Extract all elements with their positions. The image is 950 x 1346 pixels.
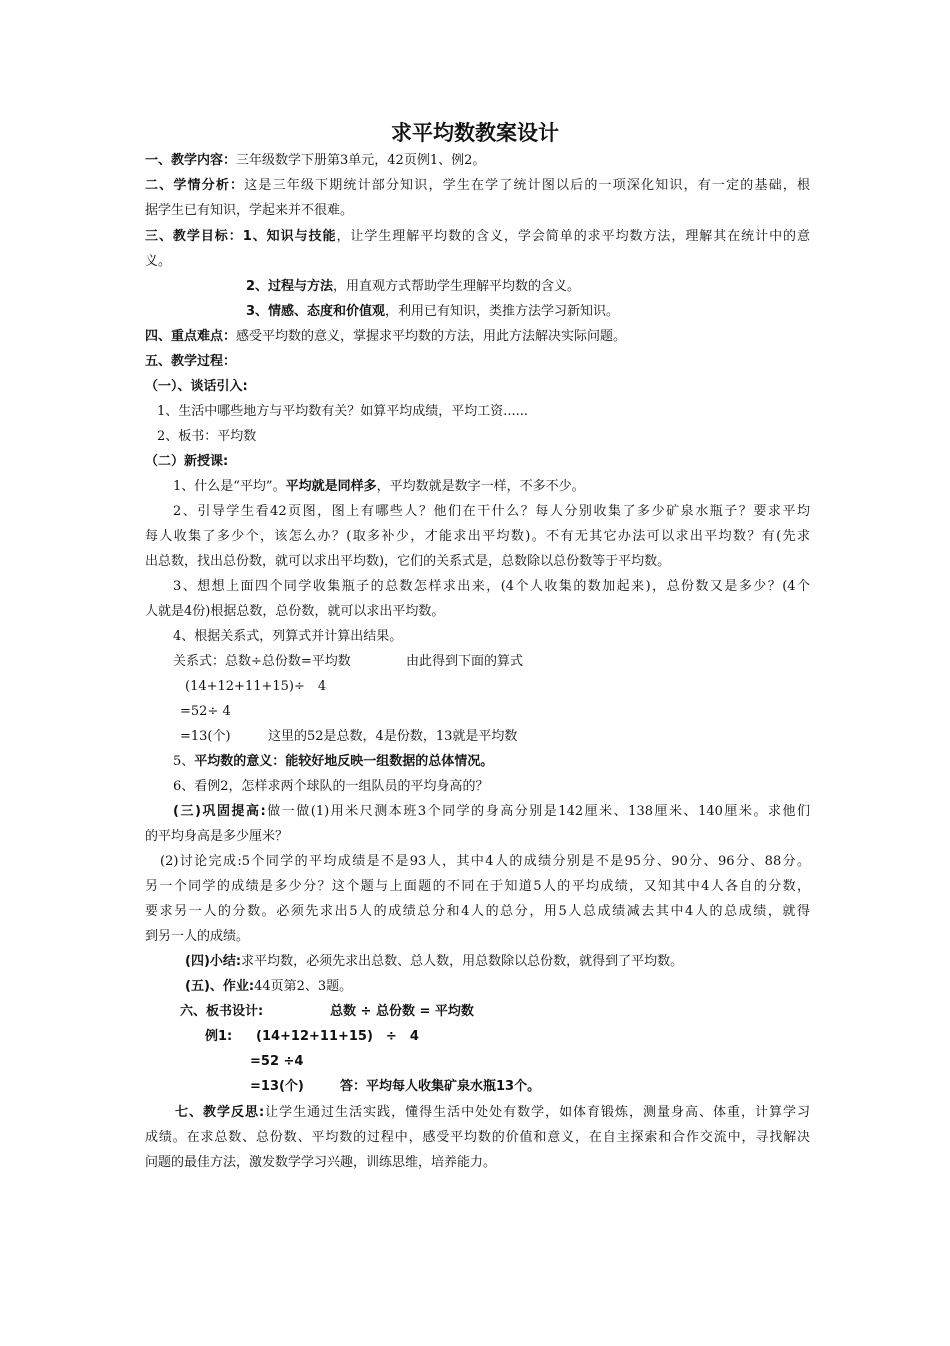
- board-answer: 答：平均每人收集矿泉水瓶13个。: [340, 1079, 541, 1094]
- calc-note: 这里的52是总数，4是份数，13就是平均数: [268, 729, 518, 744]
- section-learner-analysis: [145, 173, 810, 199]
- reflection-text-cont: 成绩。在求总数、总份数、平均数的过程中，感受平均数的价值和意义，在自主探索和合作交流中，寻找解决: [145, 1130, 810, 1145]
- document-title: 求平均数教案设计: [391, 121, 559, 145]
- practice-task-2: (2)讨论完成:5个同学的平均成绩是不是93人，其中4人的成绩分别是不是95分、90分、96分、88分。: [160, 854, 811, 869]
- board-example-calc: (14+12+11+15) ÷ 4: [256, 1029, 419, 1044]
- practice-task-2-cont: 到另一人的成绩。: [145, 929, 250, 944]
- section-teaching-process-heading: 五、教学过程：: [145, 354, 237, 369]
- item-emphasis: 平均数的意义：能较好地反映一组数据的总体情况。: [194, 754, 494, 769]
- relation-note: 由此得到下面的算式: [406, 654, 524, 669]
- calc-step-3: =13(个): [180, 729, 231, 744]
- section-heading: 一、教学内容：: [145, 153, 237, 168]
- item-text: 1、什么是“平均”。: [173, 479, 286, 494]
- part-practice: [173, 799, 810, 825]
- practice-task-2-cont: 另一个同学的成绩是多少分？这个题与上面题的不同在于知道5人的平均成绩，又知其中4人各自的分数，: [145, 879, 810, 894]
- new-lesson-item-2: 2、引导学生看42页图，图上有哪些人？他们在干什么？每人分别收集了多少矿泉水瓶子？要求平均: [173, 504, 810, 519]
- goal-text: ，用直观方式帮助学生理解平均数的含义。: [333, 279, 581, 294]
- section-text: 感受平均数的意义，掌握求平均数的方法，用此方法解决实际问题。: [236, 329, 627, 344]
- practice-text: 做一做(1)用米尺测本班3个同学的身高分别是142厘米、138厘米、140厘米。求他们: [265, 804, 810, 819]
- new-lesson-item-1: [173, 474, 585, 500]
- section-text-continued: 据学生已有知识，学起来并不很难。: [145, 203, 354, 218]
- board-formula: 总数 ÷ 总份数 = 平均数: [330, 1004, 474, 1019]
- new-lesson-item-4: 4、根据关系式，列算式并计算出结果。: [173, 629, 403, 644]
- section-heading: 二、学情分析：: [145, 178, 245, 193]
- part-new-lesson-heading: （二）新授课:: [145, 454, 229, 469]
- goal-text: ，让学生理解平均数的含义，学会简单的求平均数方法，理解其在统计中的意: [336, 229, 810, 244]
- section-text: 这是三年级下期统计部分知识，学生在学了统计图以后的一项深化知识，有一定的基础，根: [244, 178, 810, 193]
- item-emphasis: 平均就是同样多: [285, 479, 377, 494]
- board-example-label: 例1:: [205, 1029, 233, 1044]
- section-heading: 四、重点难点：: [145, 329, 237, 344]
- part-summary: [185, 949, 683, 975]
- item-text: ，平均数就是数字一样，不多不少。: [376, 479, 585, 494]
- part-homework: [185, 974, 352, 1000]
- section-heading: 三、教学目标：: [145, 229, 243, 244]
- reflection-text: 让学生通过生活实践，懂得生活中处处有数学，如体育锻炼，测量身高、体重，计算学习: [264, 1105, 810, 1120]
- section-reflection: [175, 1100, 810, 1126]
- section-teaching-goals: [145, 224, 810, 250]
- calc-step-1: (14+12+11+15)÷ 4: [185, 679, 327, 694]
- practice-task-2-cont: 要求另一人的分数。必须先求出5人的成绩总分和4人的总分，用5人总成绩减去其中4人的总成绩，就得: [145, 904, 810, 919]
- new-lesson-item-2-cont: 每人收集了多少个，该怎么办？(取多补少，才能求出平均数)。不有无其它办法可以求出平均数？有(先求: [145, 529, 810, 544]
- new-lesson-item-6: 6、看例2，怎样求两个球队的一组队员的平均身高的？: [173, 779, 489, 794]
- section-heading: 七、教学反思:: [175, 1105, 265, 1120]
- section-key-difficulties: [145, 324, 626, 350]
- new-lesson-item-3-cont: 人就是4份)根据总数，总份数，就可以求出平均数。: [145, 604, 445, 619]
- relation-formula: 关系式：总数÷总份数=平均数: [173, 654, 351, 669]
- part-heading: (五)、作业:: [185, 979, 255, 994]
- section-text: 三年级数学下册第3单元，42页例1、例2。: [236, 153, 486, 168]
- new-lesson-item-3: 3、想想上面四个同学收集瓶子的总数怎样求出来，(4个人收集的数加起来)，总份数又是多少？(4个: [173, 579, 810, 594]
- goal-text: ，利用已有知识，类推方法学习新知识。: [385, 304, 620, 319]
- item-number: 5、: [173, 754, 195, 769]
- section-teaching-content: [145, 148, 485, 174]
- goal-label: 3、情感、态度和价值观: [246, 304, 386, 319]
- part-intro-heading: （一）、谈话引入:: [145, 379, 248, 394]
- reflection-text-cont: 问题的最佳方法，激发数学学习兴趣，训练思维，培养能力。: [145, 1155, 497, 1170]
- new-lesson-item-2-cont: 出总数，找出总份数，就可以求出平均数)，它们的关系式是，总数除以总份数等于平均数。: [145, 554, 671, 569]
- part-heading: (四)小结:: [185, 954, 242, 969]
- goal-process-method: [246, 274, 580, 300]
- section-board-design-heading: 六、板书设计:: [180, 1004, 264, 1019]
- new-lesson-item-5: [173, 749, 493, 775]
- calc-step-2: =52÷ 4: [180, 704, 231, 719]
- homework-text: 44页第2、3题。: [254, 979, 353, 994]
- practice-text-cont: 的平均身高是多少厘米？: [145, 829, 289, 844]
- board-calc-step-2: =52 ÷4: [250, 1054, 304, 1069]
- intro-item-2: 2、板书：平均数: [157, 429, 257, 444]
- intro-item-1: 1、生活中哪些地方与平均数有关？如算平均成绩，平均工资......: [157, 404, 529, 419]
- goal-text-continued: 义。: [145, 254, 172, 269]
- summary-text: 求平均数，必须先求出总数、总人数，用总数除以总份数，就得到了平均数。: [241, 954, 684, 969]
- goal-emotion-attitude: [246, 299, 619, 325]
- part-heading: (三)巩固提高:: [173, 804, 266, 819]
- goal-label: 2、过程与方法: [246, 279, 334, 294]
- board-calc-step-3: =13(个): [250, 1079, 304, 1094]
- goal-label: 1、知识与技能: [242, 229, 337, 244]
